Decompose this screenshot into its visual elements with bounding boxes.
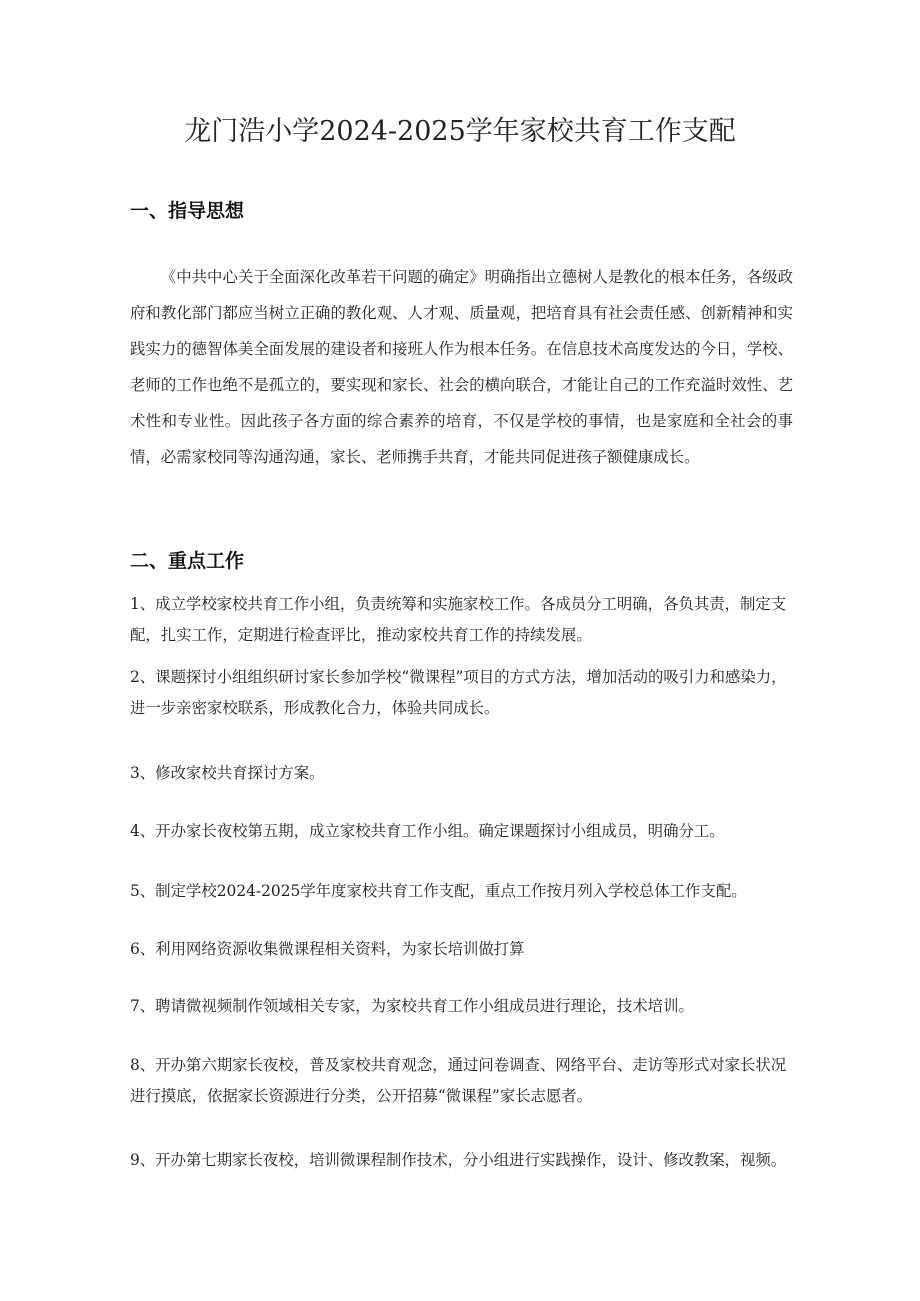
key-work-item-6: 6、利用网络资源收集微课程相关资料，为家长培训做打算 [130,940,525,958]
key-work-item-8: 8、开办第六期家长夜校，普及家校共育观念，通过问卷调查、网络平台、走访等形式对家长状况进行摸底，依据家长资源进行分类，公开招募“微课程”家长志愿者。 [130,1056,787,1105]
section-heading-key-work: 二、重点工作 [130,550,245,572]
key-work-item-9: 9、开办第七期家长夜校，培训微课程制作技术，分小组进行实践操作，设计、修改教案，视频。 [130,1151,787,1169]
key-work-item-4: 4、开办家长夜校第五期，成立家校共育工作小组。确定课题探讨小组成员，明确分工。 [130,822,725,840]
key-work-item-3: 3、修改家校共育探讨方案。 [130,764,325,782]
key-work-item-7: 7、聘请微视频制作领域相关专家，为家校共育工作小组成员进行理论，技术培训。 [130,997,694,1015]
guiding-ideology-paragraph: 《中共中心关于全面深化改革若干问题的确定》明确指出立德树人是教化的根本任务，各级政府和教化部门都应当树立正确的教化观、人才观、质量观，把培育具有社会责任感、创新精神和实践实力的德智体美全面发展的建设者和接班人作为根本任务。在信息技术高度发达的今日，学校、老师的工作也绝不是孤立的，要实现和家长、社会的横向联合，才能让自己的工作充溢时效性、艺术性和专业性。因此孩子各方面的综合素养的培育，不仅是学校的事情，也是家庭和全社会的事情，必需家校同等沟通沟通，家长、老师携手共育，才能共同促进孩子额健康成长。 [130,268,793,466]
key-work-item-2: 2、课题探讨小组组织研讨家长参加学校“微课程”项目的方式方法，增加活动的吸引力和感染力，进一步亲密家校联系，形成教化合力，体验共同成长。 [130,668,787,717]
document-title: 龙门浩小学2024-2025学年家校共育工作支配 [184,116,736,147]
key-work-item-1: 1、成立学校家校共育工作小组，负责统筹和实施家校工作。各成员分工明确，各负其责，制定支配，扎实工作，定期进行检查评比，推动家校共育工作的持续发展。 [130,595,787,644]
key-work-item-5: 5、制定学校2024-2025学年度家校共育工作支配，重点工作按月列入学校总体工作支配。 [130,882,747,900]
section-heading-guiding-ideology: 一、指导思想 [130,200,245,222]
